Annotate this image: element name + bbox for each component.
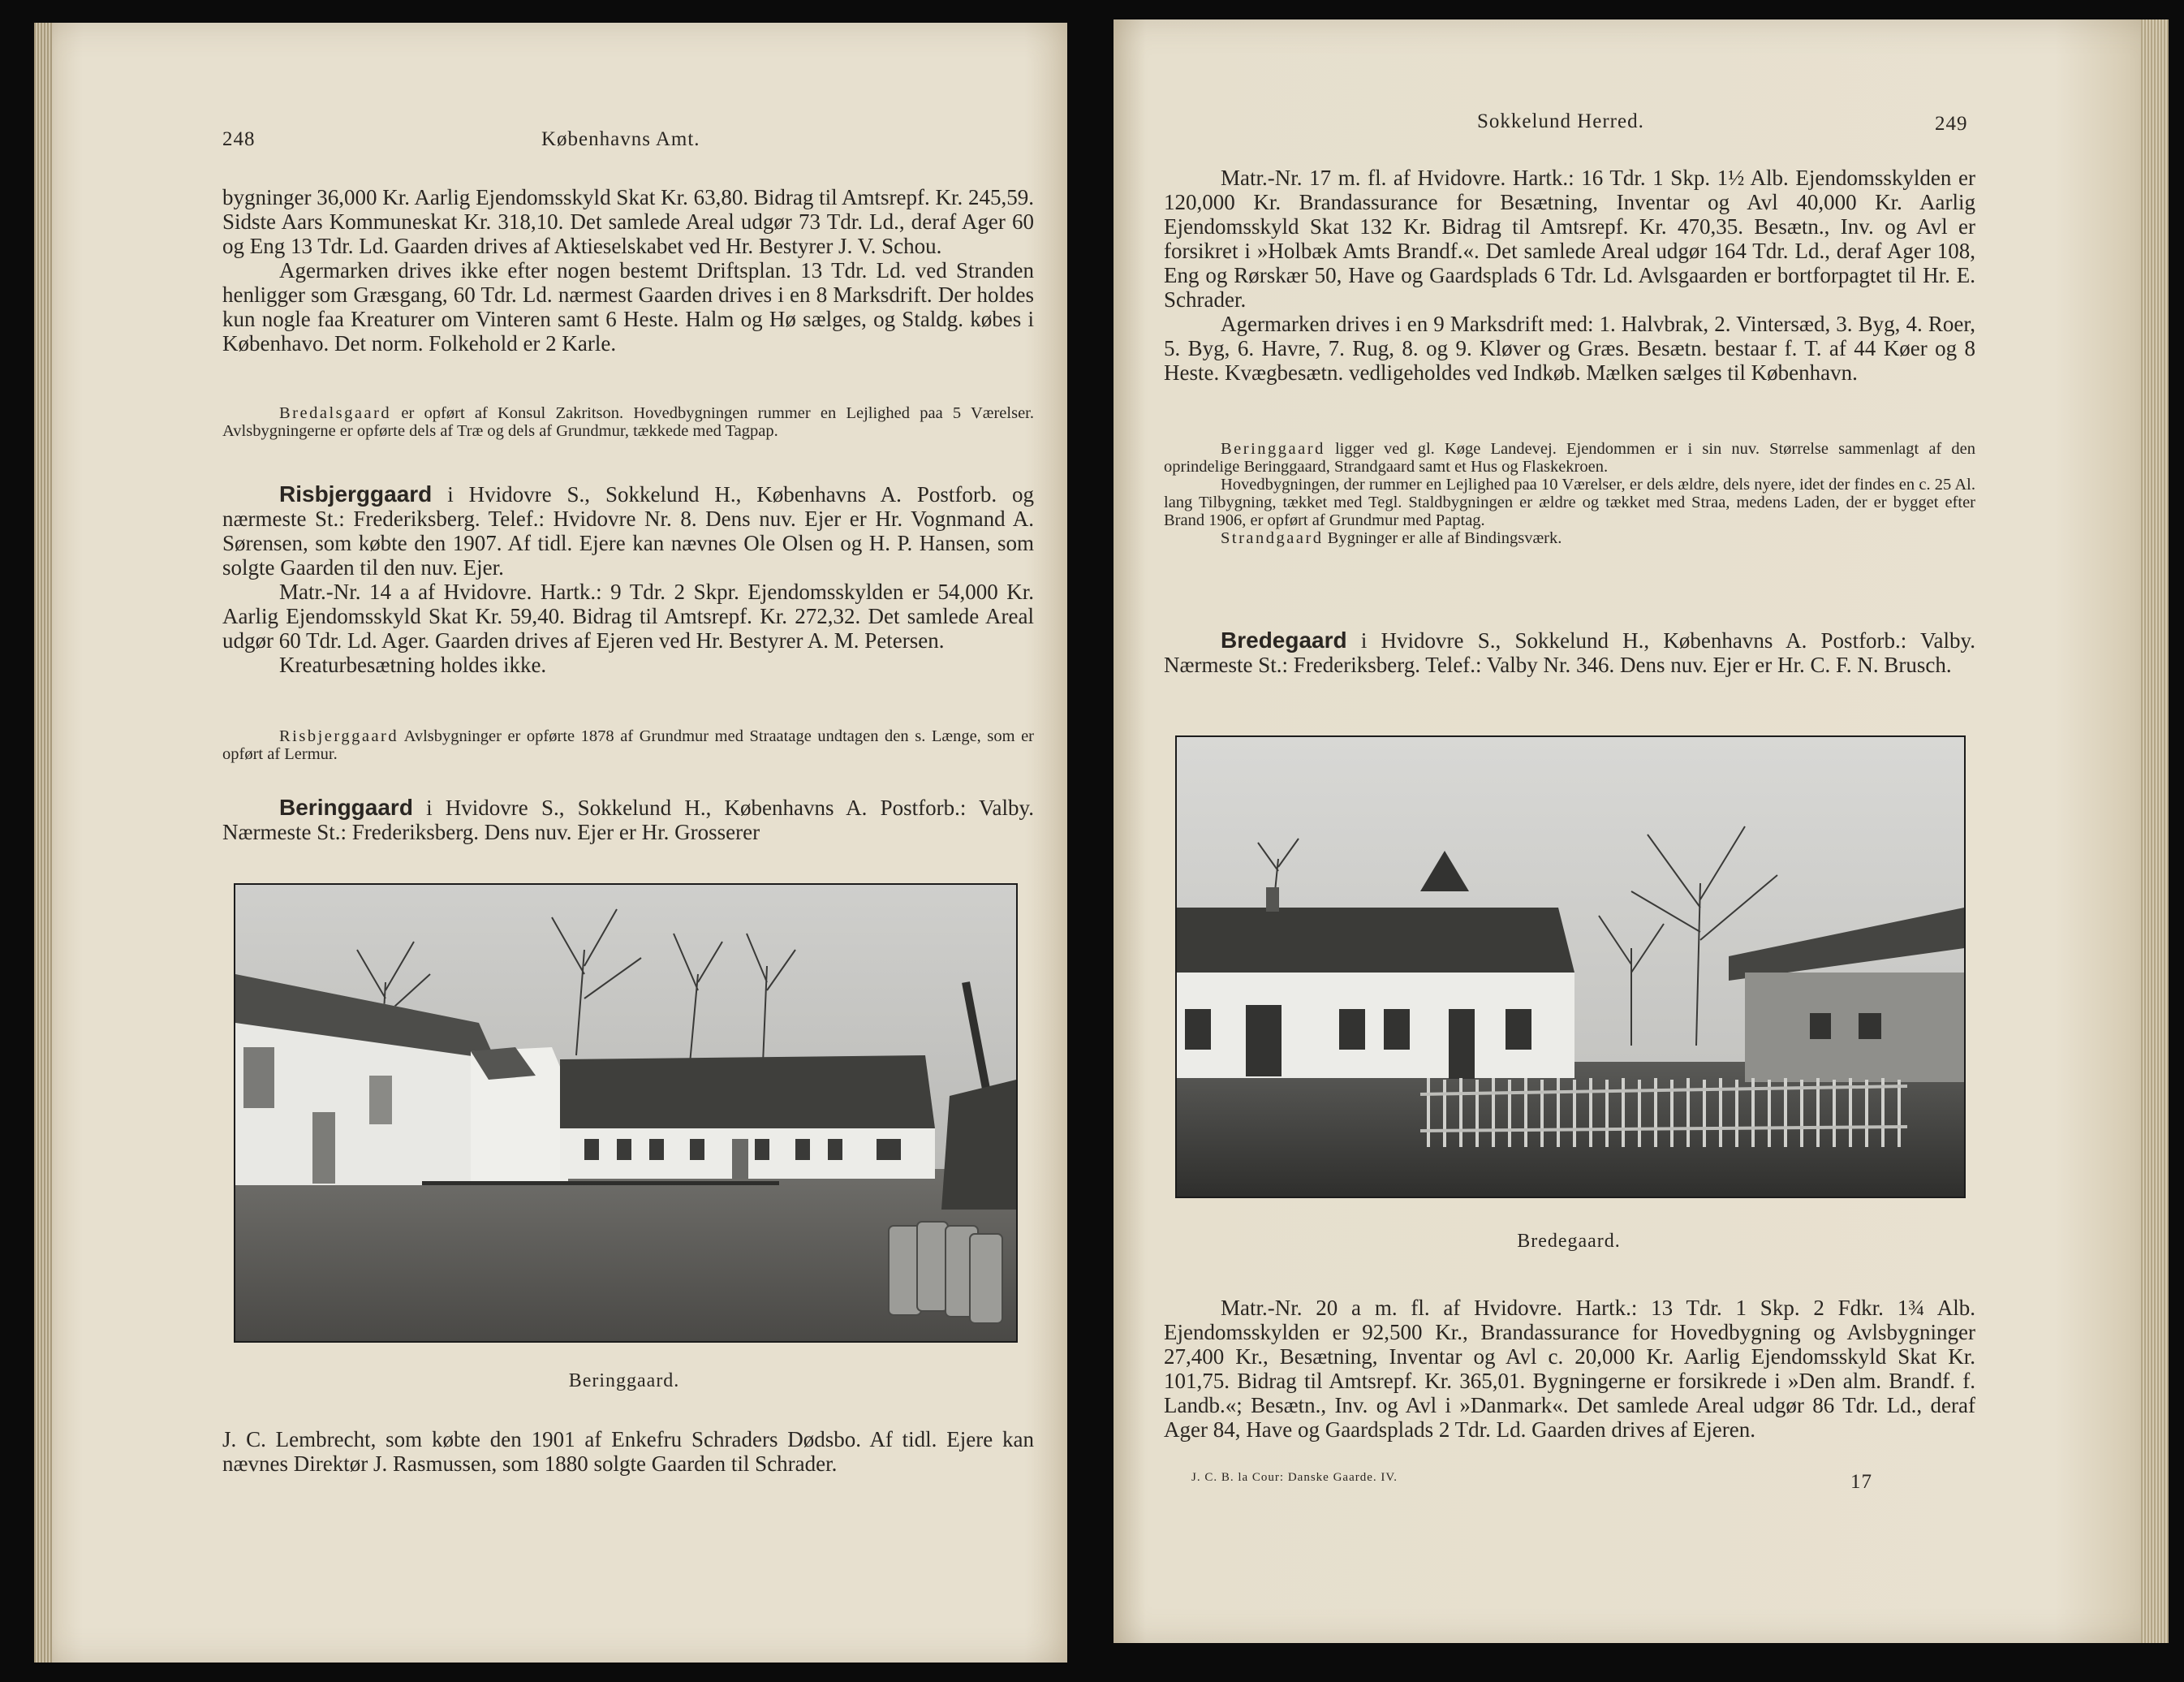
estate-heading: Risbjerggaard <box>279 481 433 507</box>
note-estate-name: Beringgaard <box>1221 440 1325 458</box>
note-estate-name: Strandgaard <box>1221 529 1324 547</box>
paragraph: Matr.-Nr. 14 a af Hvidovre. Hartk.: 9 Tdr. 2 Skpr. Ejendomsskylden er 54,000 Kr. Aarlig Ejendomsskyld Skat Kr. 59,40. Bidrag til Amtsrepf. Kr. 272,32. Det samlede Areal udgør 60 Tdr. Ld. Ager. Gaarden drives af Ejeren ved Hr. Bestyrer A. M. Petersen. <box>222 580 1034 653</box>
right-page <box>1114 19 2169 1643</box>
farmhouse-photo-illustration <box>1177 737 1964 1197</box>
paragraph: Agermarken drives ikke efter nogen bestemt Driftsplan. 13 Tdr. Ld. ved Stranden henligger som Græsgang, 60 Tdr. Ld. nærmest Gaarden drives i en 8 Marksdrift. Der holdes kun nogle faa Kreaturer om Vinteren samt 6 Heste. Halm og Hø sælges, og Staldg. købes i Københavo. Det norm. Folkehold er 2 Karle. <box>222 258 1034 356</box>
photo-caption: Bredegaard. <box>1517 1231 1621 1252</box>
note-text: Hovedbygningen, der rummer en Lejlighed paa 10 Værelser, er dels ældre, dels nyere, idet der findes en c. 25 Al. lang Tilbygning, tækket med Tegl. Staldbygningen er ældre og tækket med Straa, medens Laden, der er bygget efter Brand 1906, er opført af Grundmur med Paptag. <box>1164 476 1975 529</box>
paragraph: Agermarken drives i en 9 Marksdrift med: 1. Halvbrak, 2. Vintersæd, 3. Byg, 4. Roer, 5. Byg, 6. Havre, 7. Rug, 8. og 9. Kløver og Græs. Besætn. bestaar f. T. af 44 Køer og 8 Heste. Kvægbesætn. vedligeholdes ved Indkøb. Mælken sælges til København. <box>1164 312 1975 385</box>
note-text: Avlsbygninger er opførte 1878 af Grundmur med Straatage undtagen den s. Længe, som er opført af Lermur. <box>222 727 1035 763</box>
running-head: Københavns Amt. <box>541 128 700 150</box>
bredegaard-entry <box>1164 628 1975 677</box>
left-text-block-1 <box>222 185 1034 356</box>
small-note-risbjerggaard <box>222 727 1034 763</box>
note-estate-name: Bredalsgaard <box>279 404 392 422</box>
entry-intro: i Hvidovre S., Sokkelund H., Københavns A. Postforb.: Valby. Nærmeste St.: Frederiksberg. Dens nuv. Ejer er Hr. Grosserer <box>222 796 1035 844</box>
running-head: Sokkelund Herred. <box>1477 110 1644 132</box>
small-notes-beringgaard <box>1164 440 1975 547</box>
left-text-block-bottom <box>222 1427 1034 1476</box>
paragraph: Kreaturbesætning holdes ikke. <box>279 653 547 677</box>
page-number: 249 <box>1935 113 1968 135</box>
entry-intro: i Hvidovre S., Sokkelund H., Københavns A. Postforb.: Valby. Nærmeste St.: Frederiksberg. Telef.: Valby Nr. 346. Dens nuv. Ejer er Hr. C. F. N. Brusch. <box>1164 628 1976 677</box>
page-number: 248 <box>222 128 256 150</box>
beringgaard-entry <box>222 796 1034 844</box>
farmyard-photo-illustration <box>235 885 1016 1341</box>
beringgaard-photo <box>234 883 1018 1343</box>
paragraph: bygninger 36,000 Kr. Aarlig Ejendomsskyld Skat Kr. 63,80. Bidrag til Amtsrepf. Kr. 245,59. Sidste Aars Kommuneskat Kr. 318,10. Det samlede Areal udgør 73 Tdr. Ld., deraf Ager 60 og Eng 13 Tdr. Ld. Gaarden drives af Aktieselskabet ved Hr. Bestyrer J. V. Schou. <box>222 185 1034 258</box>
note-estate-name: Risbjerggaard <box>279 727 399 745</box>
left-page <box>34 23 1067 1663</box>
note-text: er opført af Konsul Zakritson. Hovedbygningen rummer en Lejlighed paa 5 Værelser. Avlsbygningerne er opførte dels af Træ og dels af Grundmur, tækkede med Tagpap. <box>222 404 1035 440</box>
right-text-block-bottom <box>1164 1296 1975 1442</box>
small-note-bredalsgaard <box>222 404 1034 440</box>
page-edge <box>2141 19 2169 1643</box>
signature-mark: 17 <box>1850 1471 1872 1493</box>
photo-caption: Beringgaard. <box>568 1370 680 1391</box>
bredegaard-photo <box>1175 735 1966 1198</box>
paragraph: Matr.-Nr. 17 m. fl. af Hvidovre. Hartk.: 16 Tdr. 1 Skp. 1½ Alb. Ejendomsskylden er 120,000 Kr. Brandassurance for Besætning, Inventar og Avl 40,000 Kr. Aarlig Ejendomsskyld Skat 132 Kr. Bidrag til Amtsrepf. Kr. 470,35. Besætn., Inv. og Avl er forsikret i »Holbæk Amts Brandf.«. Det samlede Areal udgør 164 Tdr. Ld., deraf Ager 108, Eng og Rørskær 50, Have og Gaardsplads 6 Tdr. Ld. Avlsgaarden er bortforpagtet til Hr. E. Schrader. <box>1164 166 1975 312</box>
footer-source: J. C. B. la Cour: Danske Gaarde. IV. <box>1191 1471 1398 1484</box>
page-edge <box>34 23 52 1663</box>
paragraph: Matr.-Nr. 20 a m. fl. af Hvidovre. Hartk.: 13 Tdr. 1 Skp. 2 Fdkr. 1¾ Alb. Ejendomsskylden er 92,500 Kr., Brandassurance for Hovedbygning og Avlsbygninger 27,400 Kr., Besætning, Inventar og Avl c. 20,000 Kr. Aarlig Ejendomsskyld Skat Kr. 101,75. Bidrag til Amtsrepf. Kr. 365,01. Bygningerne er forsikrede i »Den alm. Brandf. f. Landb.«; Besætn., Inv. og Avl i »Danmark«. Det samlede Areal udgør 86 Tdr. Ld., deraf Ager 84, Have og Gaardsplads 2 Tdr. Ld. Gaarden drives af Ejeren. <box>1164 1296 1975 1442</box>
right-text-block-1 <box>1164 166 1975 385</box>
note-text: Bygninger er alle af Bindingsværk. <box>1327 529 1562 547</box>
risbjerggaard-entry <box>222 482 1034 677</box>
entry-intro: i Hvidovre S., Sokkelund H., Københavns A. Postforb. og nærmeste St.: Frederiksberg. Telef.: Hvidovre Nr. 8. Dens nuv. Ejer er Hr. Vognmand A. Sørensen, som købte den 1907. Af tidl. Ejere kan nævnes Ole Olsen og H. P. Hansen, som solgte Gaarden til den nuv. Ejer. <box>222 482 1035 580</box>
estate-heading: Bredegaard <box>1221 628 1347 653</box>
paragraph: J. C. Lembrecht, som købte den 1901 af Enkefru Schraders Dødsbo. Af tidl. Ejere kan nævnes Direktør J. Rasmussen, som 1880 solgte Gaarden til Schrader. <box>222 1427 1034 1476</box>
estate-heading: Beringgaard <box>279 795 413 820</box>
note-text: ligger ved gl. Køge Landevej. Ejendommen er i sin nuv. Størrelse sammenlagt af den oprindelige Beringgaard, Strandgaard samt et Hus og Flaskekroen. <box>1164 440 1975 476</box>
